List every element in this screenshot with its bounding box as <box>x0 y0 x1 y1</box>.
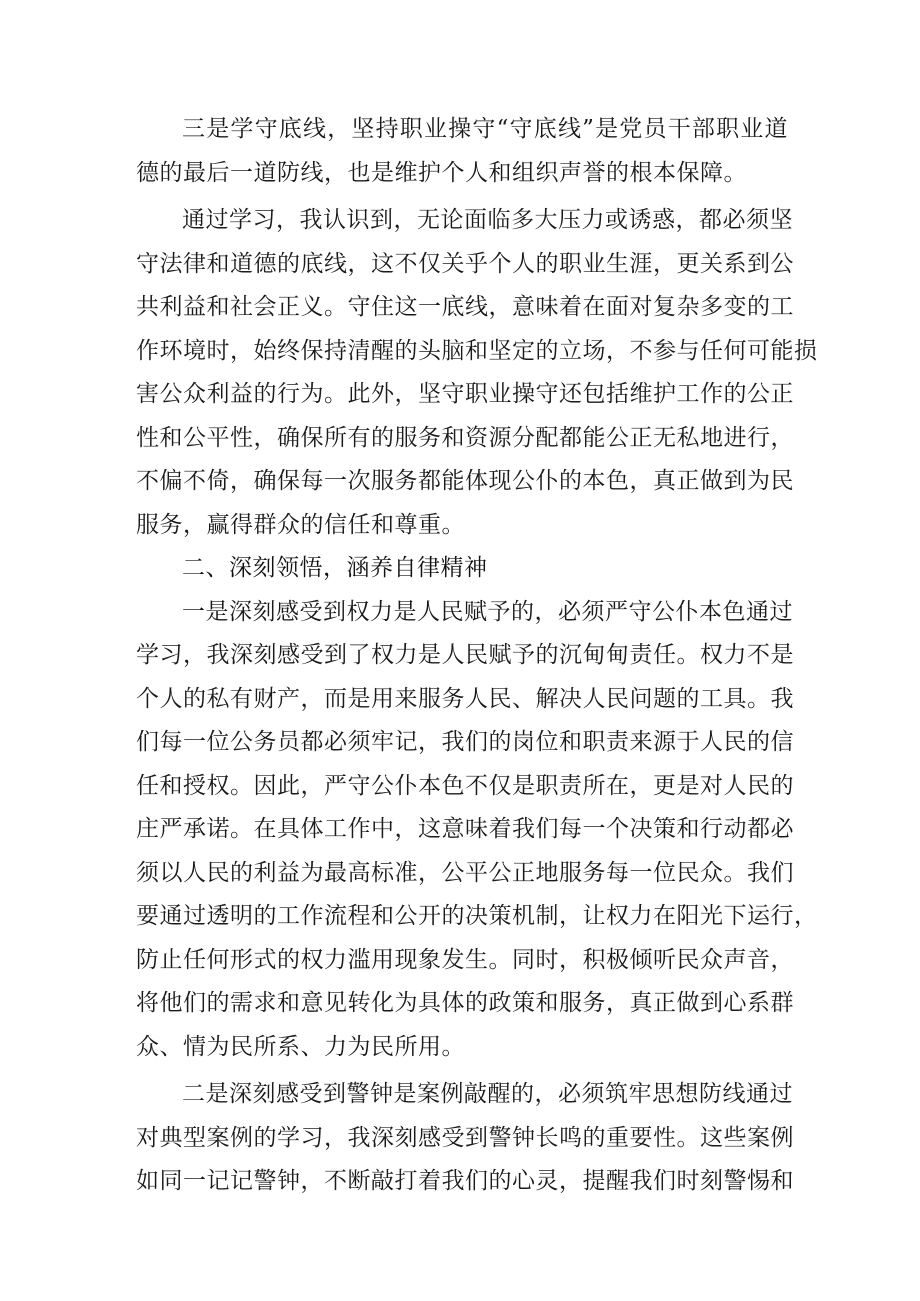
paragraph-line: 作环境时，始终保持清醒的头脑和坚定的立场，不参与任何可能损 <box>136 337 818 364</box>
paragraph <box>136 108 788 195</box>
paragraph-line: 任和授权。因此，严守公仆本色不仅是职责所在，更是对人民的 <box>136 772 794 799</box>
paragraph-line: 通过学习，我认识到，无论面临多大压力或诱惑，都必须坚 <box>182 207 793 233</box>
paragraph-line: 要通过透明的工作流程和公开的决策机制，让权力在阳光下运行， <box>136 903 818 929</box>
document-body <box>136 108 818 1204</box>
paragraph-line: 一是深刻感受到权力是人民赋予的，必须严守公仆本色通过 <box>182 598 793 625</box>
paragraph-line: 庄严承诺。在具体工作中，这意味着我们每一个决策和行动都必 <box>136 816 794 842</box>
paragraph-line: 对典型案例的学习，我深刻感受到警钟长鸣的重要性。这些案例 <box>136 1124 794 1151</box>
paragraph-line: 将他们的需求和意见转化为具体的政策和服务，真正做到心系群 <box>136 990 794 1016</box>
paragraph-line: 个人的私有财产，而是用来服务人民、解决人民问题的工具。我 <box>136 685 794 712</box>
paragraph-line: 服务，赢得群众的信任和尊重。 <box>136 511 465 538</box>
paragraph-line: 众、情为民所系、力为民所用。 <box>136 1033 465 1060</box>
section-heading: 二、深刻领悟，涵养自律精神 <box>182 555 488 581</box>
paragraph-line: 性和公平性，确保所有的服务和资源分配都能公正无私地进行， <box>136 424 794 451</box>
paragraph-line: 二是深刻感受到警钟是案例敲醒的，必须筑牢思想防线通过 <box>182 1081 793 1107</box>
paragraph-line: 三是学守底线，坚持职业操守“守底线”是党员干部职业道 <box>182 116 788 142</box>
paragraph-line: 害公众利益的行为。此外，坚守职业操守还包括维护工作的公正 <box>136 381 794 407</box>
paragraph-line: 如同一记记警钟，不断敲打着我们的心灵，提醒我们时刻警惕和 <box>136 1168 794 1194</box>
paragraph-line: 须以人民的利益为最高标准，公平公正地服务每一位民众。我们 <box>136 859 794 886</box>
paragraph-line: 守法律和道德的底线，这不仅关乎个人的职业生涯，更关系到公 <box>136 250 794 277</box>
paragraph-line: 德的最后一道防线，也是维护个人和组织声誉的根本保障。 <box>136 159 747 186</box>
paragraph <box>136 591 818 1070</box>
paragraph-line: 学习，我深刻感受到了权力是人民赋予的沉甸甸责任。权力不是 <box>136 642 794 668</box>
paragraph-line: 共利益和社会正义。守住这一底线，意味着在面对复杂多变的工 <box>136 294 794 320</box>
paragraph-line: 防止任何形式的权力滥用现象发生。同时，积极倾听民众声音， <box>136 946 794 973</box>
paragraph <box>136 1073 794 1204</box>
paragraph <box>136 199 818 547</box>
paragraph-line: 们每一位公务员都必须牢记，我们的岗位和职责来源于人民的信 <box>136 729 794 755</box>
paragraph-line: 不偏不倚，确保每一次服务都能体现公仆的本色，真正做到为民 <box>136 468 794 494</box>
